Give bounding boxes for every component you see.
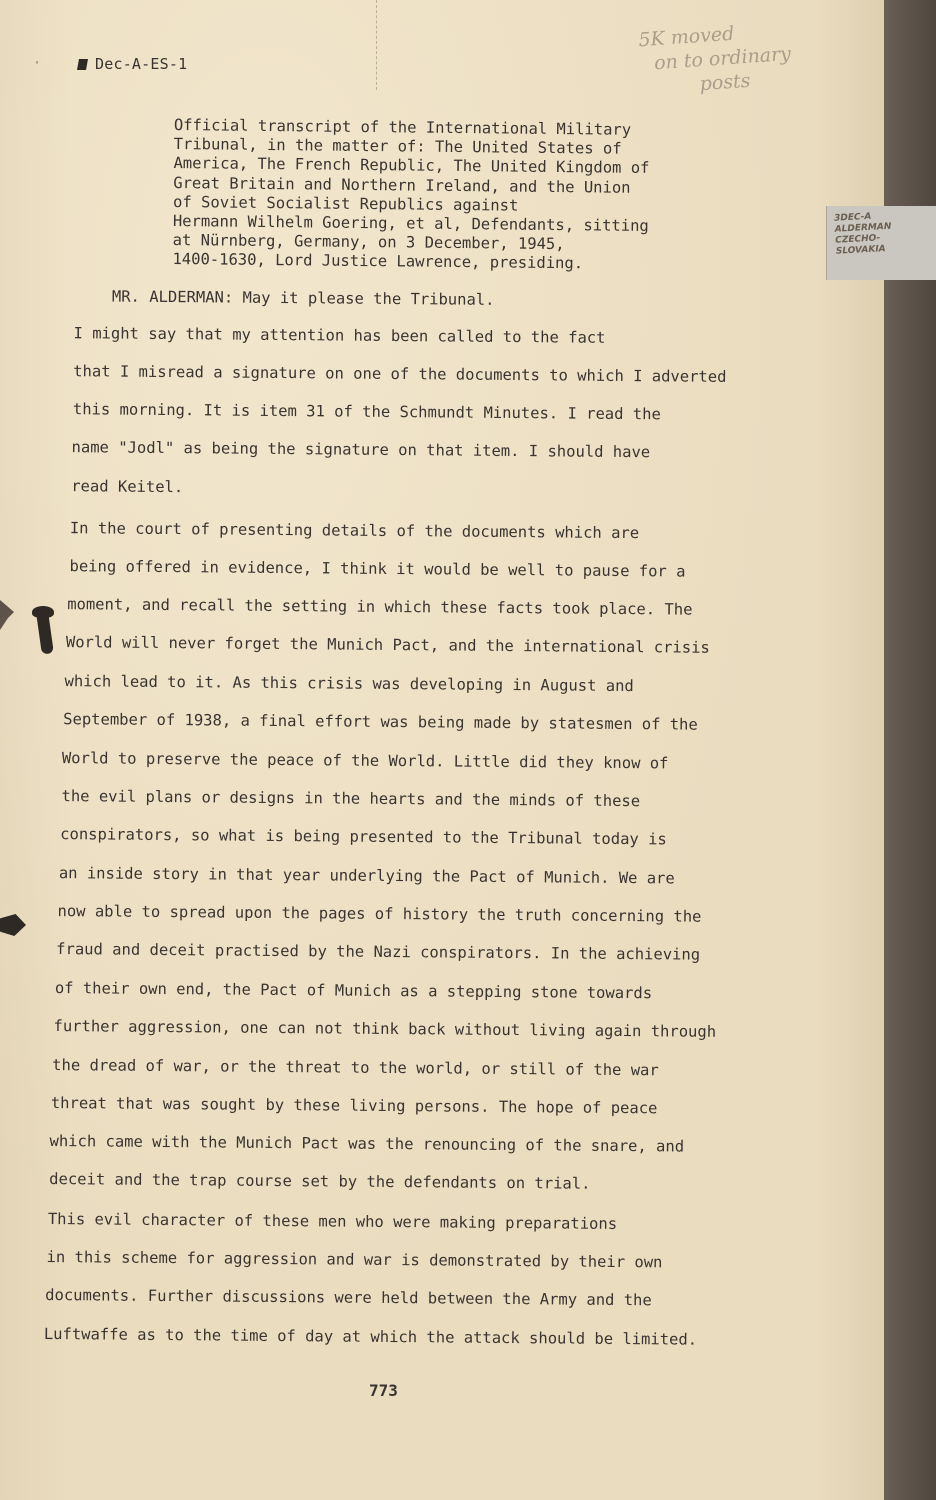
page-number: 773 [369, 1381, 398, 1400]
body-line: further aggression, one can not think back without living again through [53, 1017, 717, 1041]
document-id [78, 55, 187, 73]
body-line: MR. ALDERMAN: May it please the Tribunal. [111, 287, 495, 309]
handwritten-line: posts [698, 69, 752, 95]
index-tab-label [834, 210, 902, 257]
body-line: an inside story in that year underlying the Pact of Munich. We are [58, 864, 675, 888]
body-line: threat that was sought by these living persons. The hope of peace [50, 1094, 658, 1118]
heading-line: 1400-1630, Lord Justice Lawrence, presiding. [172, 250, 584, 273]
margin-tick: ' [34, 60, 41, 71]
body-line: name "Jodl" as being the signature on that item. I should have [71, 438, 651, 462]
body-line: the dread of war, or the threat to the world, or still of the war [52, 1056, 659, 1080]
fold-line [376, 0, 379, 90]
heading-line: Official transcript of the International Military [173, 116, 632, 139]
body-line: read Keitel. [71, 477, 184, 497]
punch-hole-icon [0, 914, 26, 936]
handwritten-line: 5K moved [637, 22, 735, 52]
body-line: documents. Further discussions were held between the Army and the [45, 1285, 652, 1310]
handwritten-note [638, 15, 852, 101]
body-line: This evil character of these men who were making preparations [47, 1209, 618, 1233]
body-line: Luftwaffe as to the time of day at which the attack should be limited. [43, 1324, 698, 1349]
body-line: which lead to it. As this crisis was developing in August and [64, 672, 634, 696]
body-line: deceit and the trap course set by the defendants on trial. [49, 1170, 591, 1193]
body-line: in this scheme for aggression and war is demonstrated by their own [46, 1247, 663, 1272]
body-line: which came with the Munich Pact was the renouncing of the snare, and [49, 1132, 685, 1156]
body-line: September of 1938, a final effort was being made by statesmen of the [63, 710, 698, 734]
body-line: fraud and deceit practised by the Nazi conspirators. In the achieving [56, 940, 701, 964]
bullet-mark-icon [77, 59, 88, 70]
body-line: World will never forget the Munich Pact, and the international crisis [65, 633, 710, 657]
body-line: In the court of presenting details of the documents which are [69, 519, 640, 543]
body-line: moment, and recall the setting in which these facts took place. The [67, 595, 693, 619]
tab-line: ALDERMAN [834, 221, 892, 235]
torn-edge [0, 600, 20, 630]
tab-line: CZECHO- [835, 233, 881, 246]
transcript-body [43, 287, 752, 1349]
body-line: that I misread a signature on one of the documents to which I adverted [73, 362, 727, 386]
tab-line: SLOVAKIA [835, 244, 886, 257]
punch-hole-icon [36, 611, 54, 654]
index-tab [826, 206, 936, 280]
body-line: now able to spread upon the pages of history the truth concerning the [57, 902, 702, 926]
body-line: the evil plans or designs in the hearts and the minds of these [61, 787, 641, 811]
heading-line: Great Britain and Northern Ireland, and the Union [173, 173, 631, 197]
transcript-heading [172, 116, 674, 275]
heading-line: of Soviet Socialist Republics against [173, 192, 519, 215]
body-line: being offered in evidence, I think it would be well to pause for a [69, 557, 686, 581]
body-line: I might say that my attention has been called to the fact [73, 324, 606, 347]
document-id-text: Dec-A-ES-1 [95, 55, 188, 73]
tab-line: 3DEC-A [833, 211, 872, 224]
body-line: conspirators, so what is being presented to the Tribunal today is [60, 825, 667, 849]
body-line: of their own end, the Pact of Munich as a stepping stone towards [54, 979, 653, 1003]
body-line: this morning. It is item 31 of the Schmundt Minutes. I read the [72, 400, 661, 424]
heading-line: America, The French Republic, The United Kingdom of [173, 154, 650, 178]
heading-line: Tribunal, in the matter of: The United States of [173, 135, 622, 158]
heading-line: at Nürnberg, Germany, on 3 December, 1945, [172, 231, 565, 254]
heading-line: Hermann Wilhelm Goering, et al, Defendants, sitting [172, 212, 649, 235]
handwritten-line: on to ordinary [653, 42, 792, 75]
body-line: World to preserve the peace of the World. Little did they know of [61, 749, 669, 773]
